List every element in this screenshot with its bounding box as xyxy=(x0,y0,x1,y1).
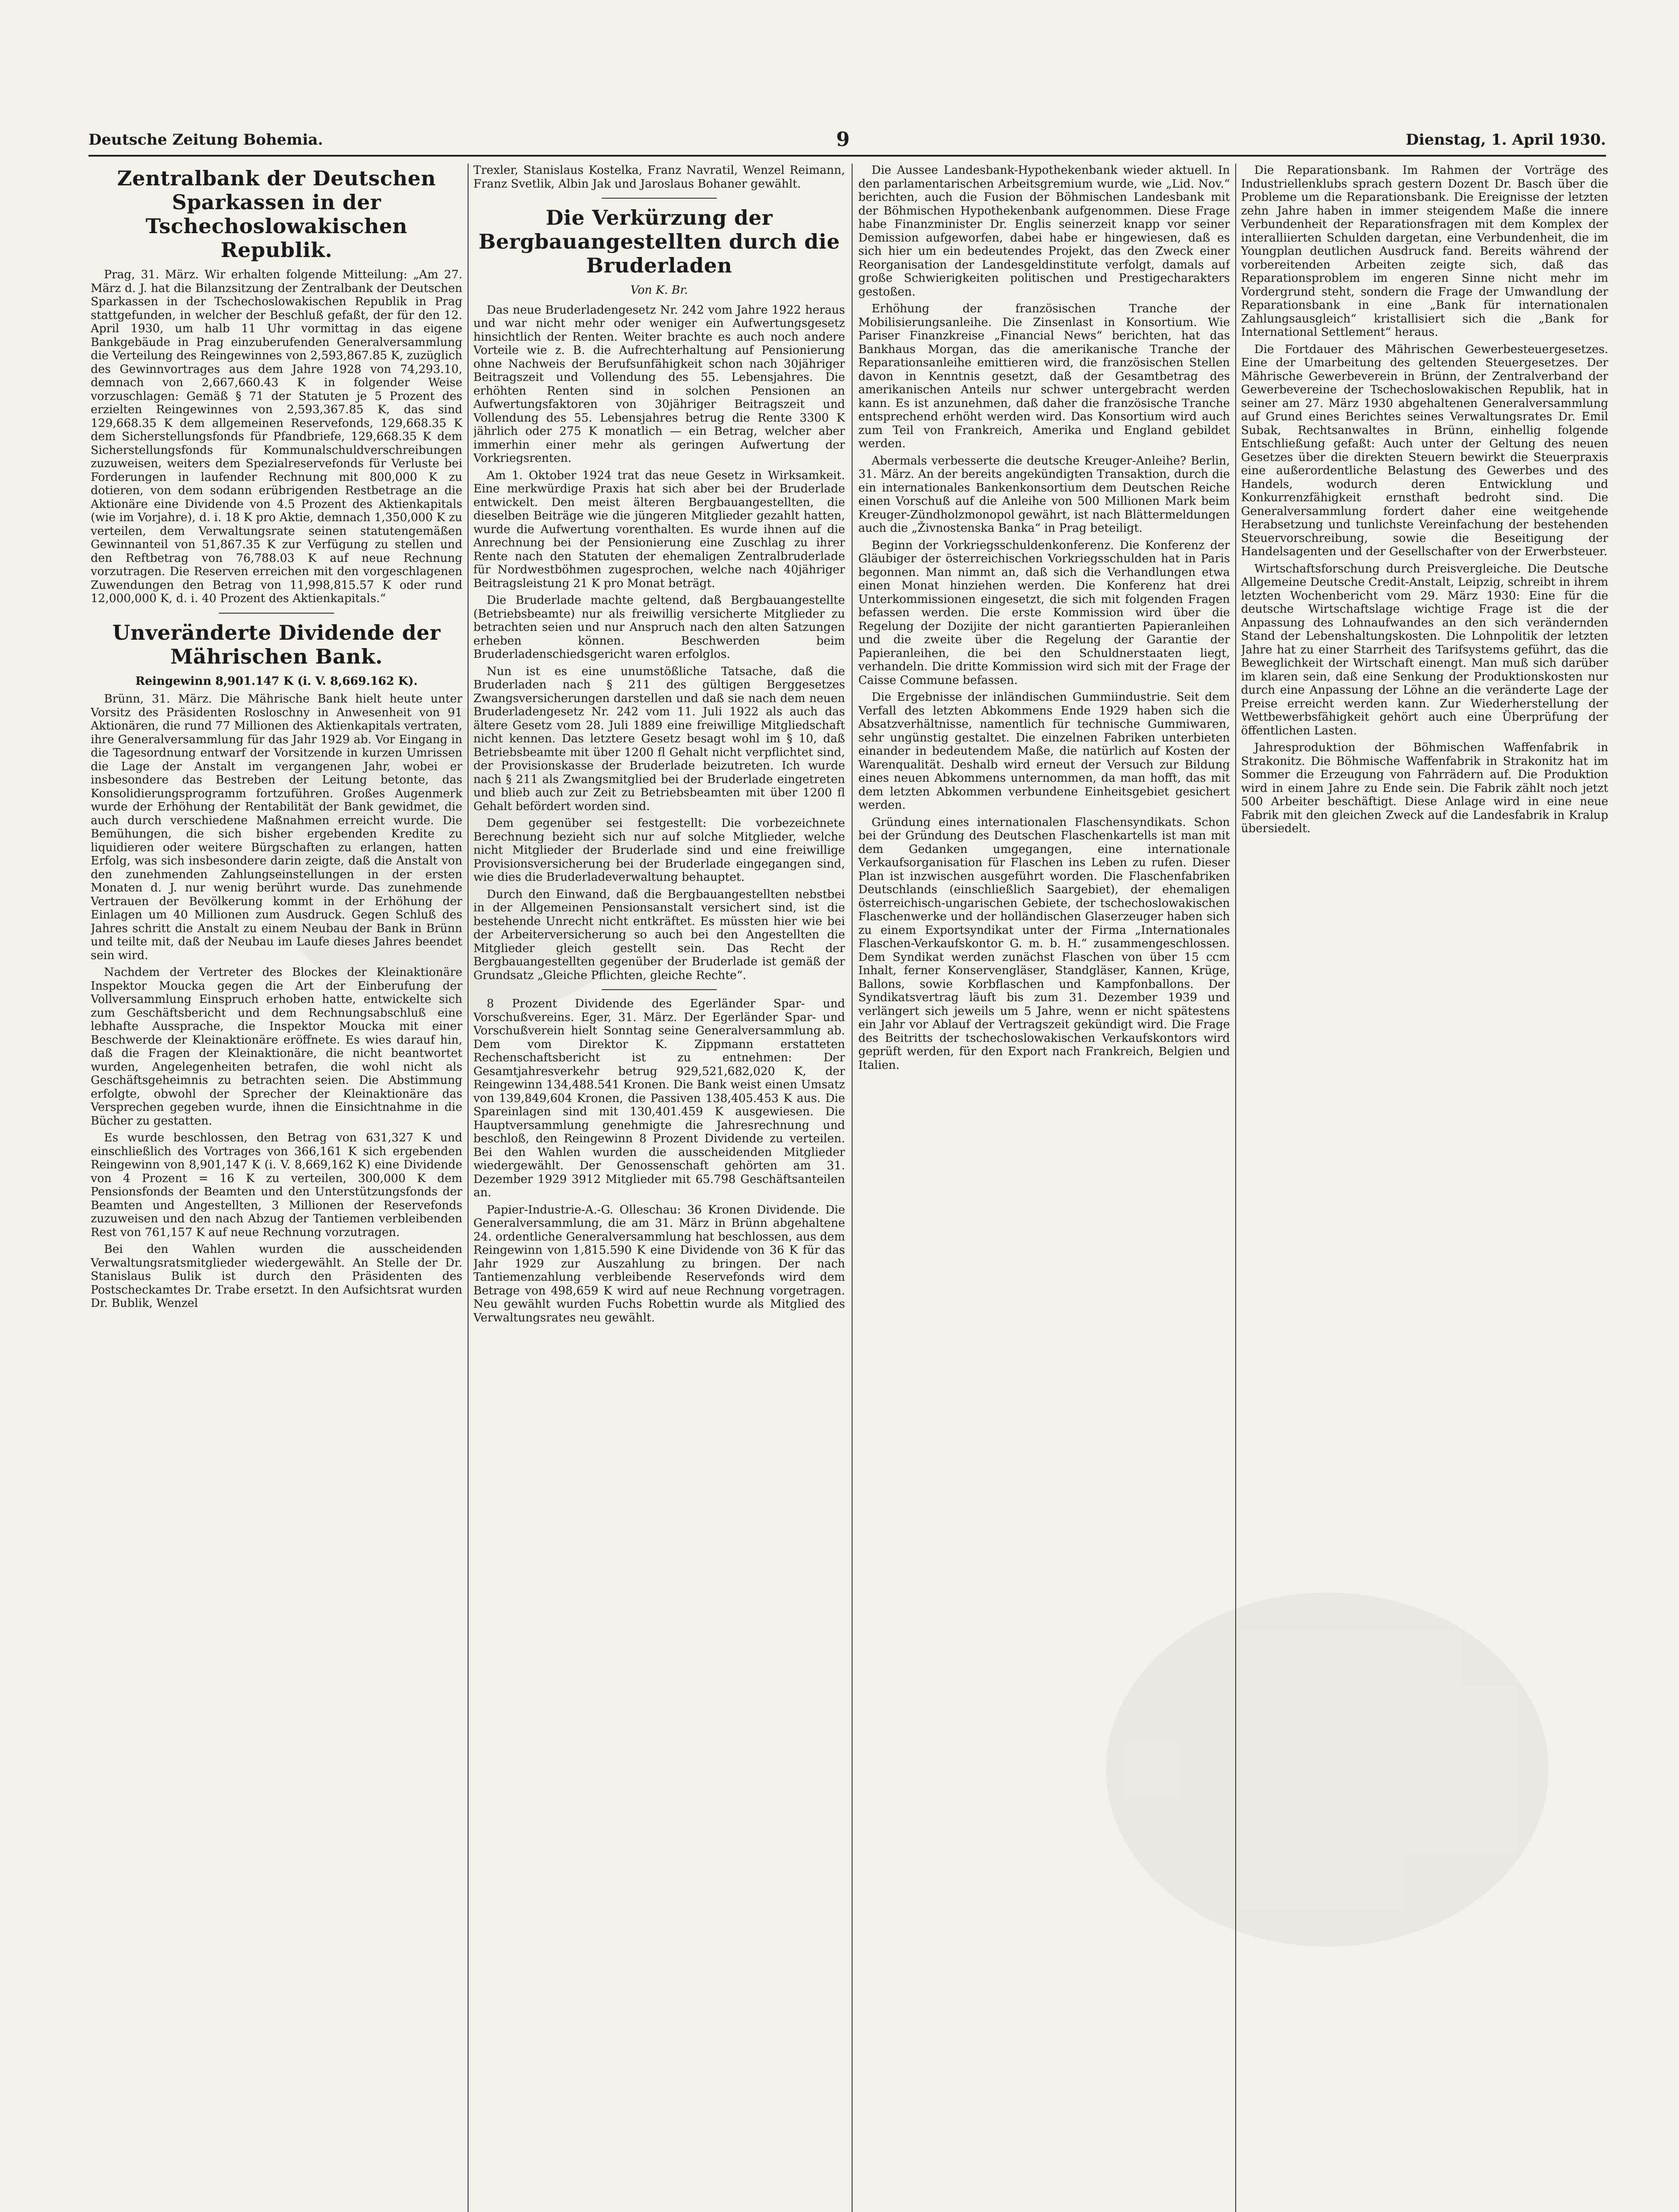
article-paragraph: Beginn der Vorkriegsschuldenkonferenz. Die Konferenz der Gläubiger der österreichischen Vorkriegsschulden hat in Paris begonnen. Man nimmt an, daß sich die Verhandlungen etwa einen Monat hinziehen werden. Die Konferenz hat drei Unterkommissionen eingesetzt, die sich mit folgenden Fragen befassen werden. Die erste Kommission wird über die Regelung der Dozijite der nicht garantierten Papieranleihen und die zweite über die Regelung der Garantie der Papieranleihen, die bei den Schuldnerstaaten liegt, verhandeln. Die dritte Kommission wird sich mit der Frage der Caisse Commune befassen. xyxy=(858,538,1230,687)
article-paragraph: Wirtschaftsforschung durch Preisvergleiche. Die Deutsche Allgemeine Deutsche Credit-Anstalt, Leipzig, schreibt in ihrem letzten Wochenbericht vom 29. März 1930: Eine für die deutsche Wirtschaftslage wichtige Frage ist die der Anpassung des Lohnaufwandes an den sich verändernden Stand der Lebenshaltungskosten. Die Lohnpolitik der letzten Jahre hat zu einer Starrheit des Tarifsystems geführt, das die Beweglichkeit der Wirtschaft einengt. Man muß sich darüber im klaren sein, daß eine Senkung der Produktionskosten nur durch eine Anpassung der Löhne an die veränderte Lage der Preise erreicht werden kann. Zur Wiederherstellung der Wettbewerbsfähigkeit gehört auch eine Überprüfung der öffentlichen Lasten. xyxy=(1241,562,1608,737)
article-paragraph: Dem gegenüber sei festgestellt: Die vorbezeichnete Berechnung bezieht sich nur auf solche Mitglieder, welche nicht Mitglieder der Bruderlade sind und eine freiwillige Provisionsversicherung bei der Bruderlade eingegangen sind, wie dies die Bruderladeverwaltung behauptet. xyxy=(473,817,845,884)
article-byline: Von K. Br. xyxy=(630,284,688,297)
column-2 xyxy=(473,164,845,2212)
article-paragraph: Die Aussee Landesbank-Hypothekenbank wieder aktuell. In den parlamentarischen Arbeitsgremium wurde, wie „Lid. Nov.“ berichten, auch die Fusion der Böhmischen Landesbank mit der Böhmischen Hypothekenbank aufgenommen. Diese Frage habe Finanzminister Dr. Englis seinerzeit knapp vor seiner Demission aufgeworfen, dabei habe er hingewiesen, daß es sich hier um ein bedeutendes Projekt, das den Zweck einer Reorganisation der Landesgeldinstitute verfolgt, damals auf große Schwierigkeiten politischen und Prestigecharakters gestoßen. xyxy=(858,164,1230,299)
article-paragraph: Brünn, 31. März. Die Mährische Bank hielt heute unter Vorsitz des Präsidenten Rosloschny in Anwesenheit von 91 Aktionären, die rund 77 Millionen des Aktienkapitals vertraten, ihre Generalversammlung für das Jahr 1929 ab. Vor Eingang in die Tagesordnung entwarf der Vorsitzende in kurzen Umrissen die Lage der Anstalt im vergangenen Jahr, wobei er insbesondere das Bestreben der Leitung betonte, das Konsolidierungsprogramm fortzuführen. Großes Augenmerk wurde der Erhöhung der Rentabilität der Bank gewidmet, die auch durch verschiedene Maßnahmen erreicht wurde. Die Bemühungen, die sich bisher ergebenden Kredite zu liquidieren oder weitere Bürgschaften zu erlangen, hatten Erfolg, was sich insbesondere darin zeigte, daß die Anstalt von den zunehmenden Zahlungseinstellungen in der ersten Monaten d. J. nur wenig berührt wurde. Das zunehmende Vertrauen der Bevölkerung kommt in der Erhöhung der Einlagen um 40 Millionen zum Ausdruck. Gegen Schluß des Jahres schritt die Anstalt zu einem Neubau der Bank in Brünn und teilte mit, daß der Neubau im Laufe dieses Jahres beendet sein wird. xyxy=(91,692,462,962)
article-separator xyxy=(602,989,717,990)
article-paragraph: Nachdem der Vertreter des Blockes der Kleinaktionäre Inspektor Moucka gegen die Art der Einberufung der Vollversammlung Einspruch erhoben hatte, entwickelte sich zum Geschäftsbericht und dem Rechnungsabschluß eine lebhafte Aussprache, die Inspektor Moucka mit einer Beschwerde der Kleinaktionäre eröffnete. Es wies darauf hin, daß die Fragen der Kleinaktionäre, die nicht beantwortet wurden, Angelegenheiten betrafen, die wohl nicht als Geschäftsgeheimnis zu betrachten seien. Die Abstimmung erfolgte, obwohl der Sprecher der Kleinaktionäre das Versprechen gegeben wurde, ihnen die Einsichtnahme in die Bücher zu gestatten. xyxy=(91,966,462,1128)
article-paragraph: 8 Prozent Dividende des Egerländer Spar- und Vorschußvereins. Eger, 31. März. Der Egerländer Spar- und Vorschußverein hielt Sonntag seine Generalversammlung ab. Dem vom Direktor K. Zippmann erstatteten Rechenschaftsbericht ist zu entnehmen: Der Gesamtjahresverkehr betrug 929,521,682,020 K, der Reingewinn 134,488.541 Kronen. Die Bank weist einen Umsatz von 139,849,604 Kronen, die Passiven 138,405.453 K aus. Die Spareinlagen sind mit 130,401.459 K ausgewiesen. Die Hauptversammlung genehmigte die Jahresrechnung und beschloß, den Reingewinn 8 Prozent Dividende zu verteilen. Bei den Wahlen wurden die ausscheidenden Mitglieder wiedergewählt. Der Genossenschaft gehörten am 31. Dezember 1929 3912 Mitglieder mit 65.798 Geschäftsanteilen an. xyxy=(473,997,845,1199)
column-rule xyxy=(1235,164,1236,2212)
article-separator xyxy=(602,198,717,199)
article-paragraph: Prag, 31. März. Wir erhalten folgende Mitteilung: „Am 27. März d. J. hat die Bilanzsitzung der Zentralbank der Deutschen Sparkassen in der Tschechoslowakischen Republik in Prag stattgefunden, in welcher der Beschluß gefaßt, der für den 12. April 1930, um halb 11 Uhr vormittag in das eigene Bankgebäude in Prag einzuberufenden Generalversammlung die Verteilung des Reingewinnes von 2,593,867.85 K, zuzüglich des Gewinnvortrages aus dem Jahre 1928 von 74,293.10, demnach von 2,667,660.43 K in folgender Weise vorzuschlagen: Gemäß § 71 der Statuten je 5 Prozent des erzielten Reingewinnes von 2,593,367.85 K, das sind 129,668.35 K dem allgemeinen Reservefonds, 129,668.35 K dem Sicherstellungsfonds für Pfandbriefe, 129,668.35 K dem Sicherstellungsfonds für Kommunalschuldverschreibungen zuzuweisen, weiters dem Spezialreservefonds für Verluste bei Forderungen in laufender Rechnung mit 800,000 K zu dotieren, von dem sodann erübrigenden Restbetrage an die Aktionäre eine Dividende von 4.5 Prozent des Aktienkapitals (wie im Vorjahre), d. i. 18 K pro Aktie, demnach 1,350,000 K zu verteilen, dem Verwaltungsrate seinen statutengemäßen Gewinnanteil von 51,867.35 K zur Verfügung zu stellen und den Reftbetrag von 76,788.03 K auf neue Rechnung vorzutragen. Die Reserven erreichen mit den vorgeschlagenen Zuwendungen den Betrag von 11,998,815.57 K oder rund 12,000,000 K, d. i. 40 Prozent des Aktienkapitals.“ xyxy=(91,268,462,605)
article-paragraph: Jahresproduktion der Böhmischen Waffenfabrik in Strakonitz. Die Böhmische Waffenfabrik in Strakonitz hat im Sommer die Erzeugung von Fahrrädern auf. Die Produktion wird in einem Jahre zu Ende sein. Die Fabrik zählt noch jetzt 500 Arbeiter beschäftigt. Diese Anlage wird in eine neue Fabrik mit den gleichen Zweck auf die Landesfabrik in Kralup übersiedelt. xyxy=(1241,741,1608,835)
column-3 xyxy=(858,164,1230,2212)
article-paragraph: Die Reparationsbank. Im Rahmen der Vorträge des Industriellenklubs sprach gestern Dozent Dr. Basch über die Probleme um die Reparationsbank. Die Ereignisse der letzten zehn Jahre haben in immer steigendem Maße die innere Verbundenheit der Reparationsfragen mit dem Komplex der interalliierten Schulden dargetan, eine Verbundenheit, die im Youngplan deutlichen Ausdruck fand. Bereits während der vorbereitenden Arbeiten zeigte sich, daß das Reparationsproblem im engeren Sinne nicht mehr im Vordergrund steht, sondern die Frage der Umwandlung der Reparationsbank in eine „Bank für internationalen Zahlungsausgleich“ kristallisiert sich die „Bank for International Settlement“ heraus. xyxy=(1241,164,1608,339)
article-paragraph: Nun ist es eine unumstößliche Tatsache, daß die Bruderladen nach § 211 des gültigen Berggesetzes Zwangsversicherungen darstellen und daß sie nach dem neuen Bruderladengesetz Nr. 242 vom 11. Juli 1922 als auch das ältere Gesetz vom 28. Juli 1889 eine freiwillige Mitgliedschaft nicht kennen. Das letztere Gesetz besagt wohl im § 10, daß Betriebsbeamte mit über 1200 fl Gehalt nicht verpflichtet sind, der Provisionskasse der Bruderlade beizutreten. Ich wurde nach § 211 als Zwangsmitglied bei der Bruderlade eingetreten und blieb auch zur Zeit zu Betriebsbeamten mit über 1200 fl Gehalt befördert worden sind. xyxy=(473,664,845,813)
page-number: 9 xyxy=(836,128,850,151)
article-paragraph: Gründung eines internationalen Flaschensyndikats. Schon bei der Gründung des Deutschen Flaschenkartells ist man mit dem Gedanken umgegangen, eine internationale Verkaufsorganisation für Flaschen ins Leben zu rufen. Dieser Plan ist inzwischen ausgeführt worden. Die Flaschenfabriken Deutschlands (einschließlich Saargebiet), der ehemaligen österreichisch-ungarischen Gebiete, der tschechoslowakischen Flaschenwerke und der holländischen Glaserzeuger haben sich zu einem Exportsyndikat unter der Firma „Internationales Flaschen-Verkaufskontor G. m. b. H.“ zusammengeschlossen. Dem Syndikat werden zunächst Flaschen von über 15 ccm Inhalt, ferner Konservengläser, Standgläser, Kannen, Krüge, Ballons, sowie Korbflaschen und Kampfonballons. Der Syndikatsvertrag läuft bis zum 31. Dezember 1939 und verlängert sich jeweils um 5 Jahre, wenn er nicht spätestens ein Jahr vor Ablauf der Vertragszeit gekündigt wird. Die Frage des Beitritts der tschechoslowakischen Verkaufskontors wird geprüft werden, für den Export nach Frankreich, Belgien und Italien. xyxy=(858,815,1230,1072)
article-paragraph: Erhöhung der französischen Tranche der Mobilisierungsanleihe. Die Zinsenlast in Konsortium. Wie Pariser Finanzkreise „Financial News“ berichten, hat das Bankhaus Morgan, das die amerikanische Tranche der Reparationsanleihe emittieren wird, die französischen Stellen davon in Kenntnis gesetzt, daß der Gesamtbetrag des amerikanischen Anteils nur schwer untergebracht werden kann. Es ist anzunehmen, daß daher die französische Tranche entsprechend erhöht werden wird. Das Konsortium wird auch zum Teil von Frankreich, Amerika und England gebildet werden. xyxy=(858,302,1230,450)
article-paragraph: Bei den Wahlen wurden die ausscheidenden Verwaltungsratsmitglieder wiedergewählt. An Stelle der Dr. Stanislaus Bulik ist durch den Präsidenten des Postscheckamtes Dr. Trabe ersetzt. In den Aufsichtsrat wurden Dr. Bublik, Wenzel xyxy=(91,1243,462,1310)
article-paragraph: Die Ergebnisse der inländischen Gummiindustrie. Seit dem Verfall des letzten Abkommens Ende 1929 haben sich die Absatzverhältnisse, namentlich für technische Gummiwaren, sehr ungünstig gestaltet. Die einzelnen Fabriken unterbieten einander in bedeutendem Maße, die natürlich auf Kosten der Warenqualität. Deshalb wird erneut der Versuch zur Bildung eines neuen Abkommens unternommen, da man hofft, das mit dem letzten Abkommen verbundene Einheitsgebiet gesichert werden. xyxy=(858,691,1230,812)
article-paragraph: Durch den Einwand, daß die Bergbauangestellten nebstbei in der Allgemeinen Pensionsanstalt versichert sind, ist die bestehende Unrecht nicht entkräftet. Es müssten hier wie bei der Arbeiterversicherung so auch bei den Angestellten die Mitglieder gleich gestellt sein. Das Recht der Bergbauangestellten gegenüber der Bruderlade ist gemäß der Grundsatz „Gleiche Pflichten, gleiche Rechte“. xyxy=(473,887,845,982)
article-paragraph: Trexler, Stanislaus Kostelka, Franz Navratil, Wenzel Reimann, Franz Svetlik, Albin Jak und Jaroslaus Bohaner gewählt. xyxy=(473,164,845,191)
page-header xyxy=(88,128,1606,157)
article-headline: Die Verkürzung der Bergbauangestellten durch die Bruderladen xyxy=(478,206,840,277)
column-rule xyxy=(468,164,469,2212)
article-headline: Unveränderte Dividende der Mährischen Bank. xyxy=(112,620,441,668)
column-rule xyxy=(852,164,853,2212)
newspaper-name: Deutsche Zeitung Bohemia. xyxy=(88,131,323,149)
article-paragraph: Papier-Industrie-A.-G. Olleschau: 36 Kronen Dividende. Die Generalversammlung, die am 31. März in Brünn abgehaltene 24. ordentliche Generalversammlung hat beschlossen, aus dem Reingewinn von 1,815.590 K eine Dividende von 36 K für das Jahr 1929 zur Auszahlung zu bringen. Der nach Tantiemenzahlung verbleibende Reservefonds wird dem Betrage von 498,659 K wird auf neue Rechnung vorgetragen. Neu gewählt wurden Fuchs Robettin wurde als Mitglied des Verwaltungsrates neu gewählt. xyxy=(473,1203,845,1325)
article-separator xyxy=(219,613,334,614)
article-paragraph: Die Fortdauer des Mährischen Gewerbesteuergesetzes. Eine der Umarbeitung des geltenden Steuergesetzes. Der Mährische Gewerbeverein in Brünn, der Zentralverband der Gewerbevereine der Tschechoslowakischen Republik, hat in seiner am 27. März 1930 abgehaltenen Generalversammlung auf Grund eines Berichtes seines Verwaltungsrates Dr. Emil Subak, Rechtsanwaltes in Brünn, einhellig folgende Entschließung gefaßt: Auch unter der Geltung des neuen Gesetzes über die direkten Steuern bewirkt die Steuerpraxis eine außerordentliche Belastung des Gewerbes und des Handels, wodurch deren Entwicklung und Konkurrenzfähigkeit ernsthaft bedroht sind. Die Generalversammlung fordert daher eine weitgehende Herabsetzung und tunlichste Vereinfachung der bestehenden Steuervorschreibung, sowie die Beseitigung der Handelsagenten und der Gesellschafter von der Erwerbsteuer. xyxy=(1241,342,1608,558)
article-paragraph: Das neue Bruderladengesetz Nr. 242 vom Jahre 1922 heraus und war nicht mehr oder weniger ein Aufwertungsgesetz hinsichtlich der Renten. Weiter brachte es auch noch andere Vorteile wie z. B. die Aufrechterhaltung auf Pensionierung ohne Nachweis der Berufsunfähigkeit schon nach 30jähriger Beitragszeit und Vollendung des 55. Lebensjahres. Die erhöhten Renten sind in solchen Pensionen an Aufwertungsfaktoren von 30jähriger Beitragszeit und Vollendung des 55. Lebensjahres betrug die Rente 3300 K jährlich oder 275 K monatlich — ein Betrag, welcher aber immerhin einer mehr als geringen Aufwertung der Vorkriegsrenten. xyxy=(473,303,845,465)
article-paragraph: Es wurde beschlossen, den Betrag von 631,327 K und einschließlich des Vortrages von 366,161 K sich ergebenden Reingewinn von 8,901,147 K (i. V. 8,669,162 K) eine Dividende von 4 Prozent = 16 K zu verteilen, 300,000 K dem Pensionsfonds der Beamten und den Unterstützungsfonds der Beamten und Angestellten, 3 Millionen der Reservefonds zuzuweisen und den nach Abzug der Tantiemen verbleibenden Rest von 761,157 K auf neue Rechnung vorzutragen. xyxy=(91,1131,462,1239)
article-subheadline: Reingewinn 8,901.147 K (i. V. 8,669.162 K). xyxy=(135,674,418,688)
article-paragraph: Die Bruderlade machte geltend, daß Bergbauangestellte (Betriebsbeamte) nur als freiwillig versicherte Mitglieder zu betrachten seien und nur Anspruch nach den alten Satzungen erheben können. Beschwerden beim Bruderladenschiedsgericht waren erfolglos. xyxy=(473,594,845,661)
article-paragraph: Abermals verbesserte die deutsche Kreuger-Anleihe? Berlin, 31. März. An der bereits angekündigten Transaktion, durch die ein internationales Bankenkonsortium dem Deutschen Reiche einen Vorschuß auf die Anleihe von 500 Millionen Mark beim Kreuger-Zündholzmonopol gewährt, ist nach Blättermeldungen auch die „Živnostenska Banka“ in Prag beteiligt. xyxy=(858,454,1230,535)
article-headline: Zentralbank der Deutschen Sparkassen in der Tschechoslowakischen Republik. xyxy=(117,166,436,262)
issue-date: Dienstag, 1. April 1930. xyxy=(1406,131,1606,149)
column-4 xyxy=(1241,164,1608,2212)
column-1 xyxy=(91,164,462,2212)
article-paragraph: Am 1. Oktober 1924 trat das neue Gesetz in Wirksamkeit. Eine merkwürdige Praxis hat sich aber bei der Bruderlade entwickelt. Den meist älteren Bergbauangestellten, die dieselben Beiträge wie die jüngeren Mitglieder gezahlt hatten, wurde die Aufwertung vorenthalten. Es wurde ihnen auf die Anrechnung bei der Pensionierung eine Zuschlag zu ihrer Rente nach den Statuten der ehemaligen Zentralbruderlade für Nordwestböhmen zugesprochen, welche nach 40jähriger Beitragsleistung 21 K pro Monat beträgt. xyxy=(473,469,845,590)
